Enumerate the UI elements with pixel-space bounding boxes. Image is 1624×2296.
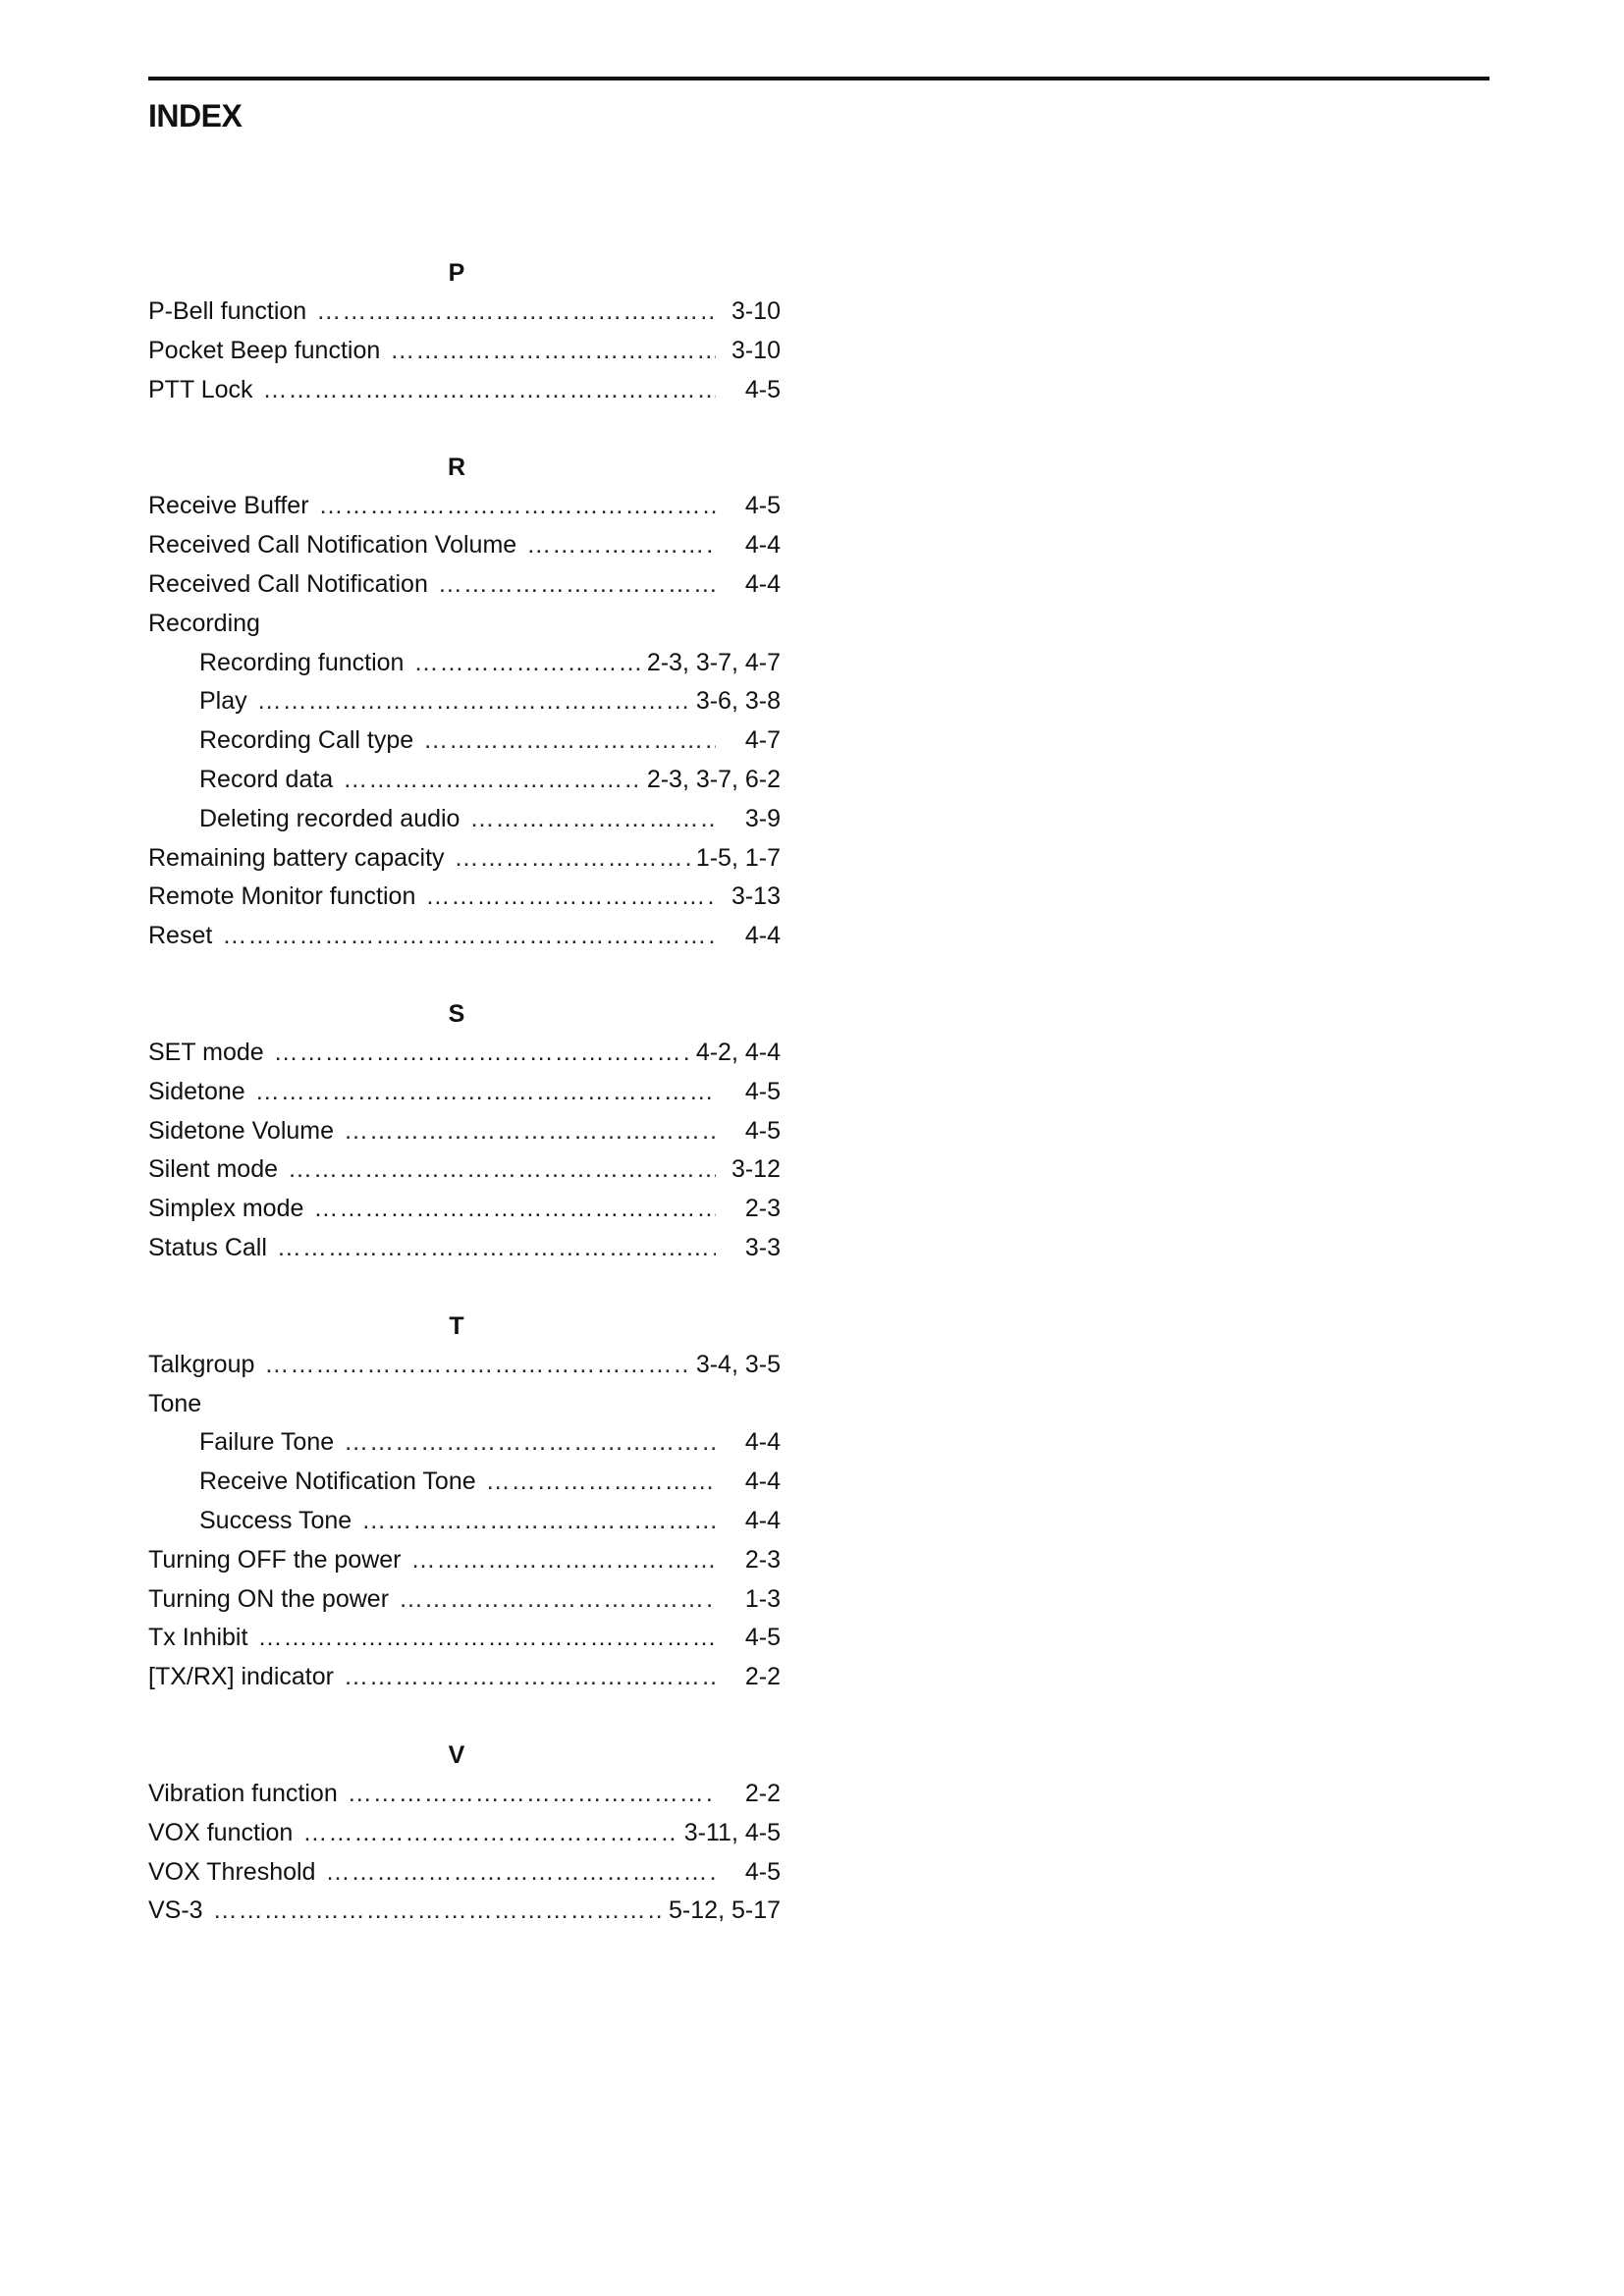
entry-label: Simplex mode	[148, 1195, 304, 1223]
entry-page-ref: 2-3	[744, 1545, 781, 1574]
dot-leader	[344, 1112, 716, 1151]
entry-label: Receive Buffer	[148, 492, 309, 520]
dot-leader	[469, 800, 716, 839]
section-letter: V	[448, 1740, 465, 1769]
entry-page-ref: 4-4	[744, 531, 781, 560]
entry-page-ref: 3-6, 3-8	[695, 687, 781, 716]
index-entry	[148, 1658, 781, 1697]
dot-leader	[222, 917, 716, 956]
dot-leader	[344, 1658, 716, 1697]
index-entry	[148, 917, 781, 956]
entry-label: VOX Threshold	[148, 1857, 316, 1886]
index-entry	[148, 1112, 781, 1151]
entry-page-ref: 4-5	[744, 1624, 781, 1652]
index-entry	[148, 371, 781, 410]
dot-leader	[423, 721, 716, 761]
entry-label: Sidetone	[148, 1077, 245, 1105]
index-entry	[148, 1619, 781, 1658]
entry-label: Turning OFF the power	[148, 1545, 402, 1574]
entry-label: VS-3	[148, 1896, 203, 1925]
entry-label: VOX function	[148, 1818, 294, 1846]
index-subentry	[148, 1502, 781, 1541]
entry-label: Reset	[148, 922, 213, 950]
dot-leader	[411, 1541, 716, 1580]
entry-label: P-Bell function	[148, 297, 307, 325]
dot-leader	[526, 526, 716, 565]
dot-leader	[425, 878, 716, 917]
index-entry	[148, 1853, 781, 1893]
dot-leader	[288, 1150, 716, 1190]
entry-label: Turning ON the power	[148, 1584, 390, 1613]
entry-label: Remaining battery capacity	[148, 843, 445, 872]
index-entry	[148, 1775, 781, 1814]
index-entry	[148, 487, 781, 526]
entry-label: Recording	[148, 609, 260, 637]
entry-page-ref: 5-12, 5-17	[669, 1896, 781, 1925]
index-entry	[148, 565, 781, 605]
dot-leader	[438, 565, 716, 605]
entry-page-ref: 4-4	[744, 1468, 781, 1496]
dot-leader	[257, 682, 690, 721]
page-title: INDEX	[148, 98, 243, 133]
entry-label: Success Tone	[199, 1506, 352, 1534]
entry-label: [TX/RX] indicator	[148, 1663, 334, 1691]
index-entry	[148, 1385, 781, 1424]
index-entry	[148, 1580, 781, 1620]
dot-leader	[344, 1423, 716, 1463]
entry-page-ref: 2-3, 3-7, 4-7	[646, 648, 781, 676]
index-section-t	[148, 1307, 781, 1697]
entry-page-ref: 2-2	[744, 1663, 781, 1691]
entry-page-ref: 3-3	[744, 1233, 781, 1261]
dot-leader	[302, 1814, 677, 1853]
index-entry	[148, 1541, 781, 1580]
index-entry	[148, 1229, 781, 1268]
section-letter: T	[449, 1311, 464, 1340]
index-entry	[148, 1190, 781, 1229]
entry-page-ref: 4-5	[744, 1857, 781, 1886]
entry-label: Received Call Notification	[148, 569, 428, 598]
dot-leader	[343, 761, 641, 800]
index-section-s	[148, 994, 781, 1268]
entry-page-ref: 2-3	[744, 1195, 781, 1223]
entry-label: Remote Monitor function	[148, 882, 416, 911]
entry-label: Recording function	[199, 648, 405, 676]
index-entry	[148, 1073, 781, 1112]
entry-page-ref: 4-5	[744, 1077, 781, 1105]
entry-label: Recording Call type	[199, 726, 414, 755]
dot-leader	[257, 1619, 716, 1658]
entry-page-ref: 4-5	[744, 375, 781, 403]
header-rule	[148, 77, 1489, 80]
index-entry	[148, 293, 781, 332]
entry-page-ref: 3-11, 4-5	[683, 1818, 781, 1846]
entry-page-ref: 1-5, 1-7	[695, 843, 781, 872]
index-subentry	[148, 644, 781, 683]
entry-page-ref: 4-5	[744, 1116, 781, 1145]
index-section-v	[148, 1735, 781, 1931]
entry-page-ref: 3-10	[731, 297, 781, 325]
index-entry	[148, 878, 781, 917]
dot-leader	[274, 1034, 690, 1073]
entry-page-ref: 3-13	[731, 882, 781, 911]
index-entry	[148, 332, 781, 371]
entry-page-ref: 3-9	[744, 804, 781, 832]
index-entry	[148, 1892, 781, 1931]
entry-page-ref: 4-5	[744, 492, 781, 520]
entry-page-ref: 2-3, 3-7, 6-2	[646, 765, 781, 793]
entry-page-ref: 4-2, 4-4	[695, 1038, 781, 1066]
index-subentry	[148, 800, 781, 839]
section-letter: R	[447, 454, 466, 482]
index-entry	[148, 526, 781, 565]
entry-page-ref: 2-2	[744, 1779, 781, 1807]
dot-leader	[316, 293, 716, 332]
entry-page-ref: 3-4, 3-5	[695, 1350, 781, 1378]
entry-label: Talkgroup	[148, 1350, 255, 1378]
entry-page-ref: 4-4	[744, 1506, 781, 1534]
entry-label: Deleting recorded audio	[199, 804, 460, 832]
index-section-p	[148, 253, 781, 409]
entry-label: Failure Tone	[199, 1428, 335, 1457]
entry-page-ref: 4-4	[744, 1428, 781, 1457]
index-subentry	[148, 682, 781, 721]
dot-leader	[313, 1190, 716, 1229]
index-entry	[148, 839, 781, 879]
entry-label: PTT Lock	[148, 375, 253, 403]
entry-label: Pocket Beep function	[148, 336, 381, 364]
dot-leader	[413, 644, 640, 683]
entry-label: Status Call	[148, 1233, 267, 1261]
dot-leader	[486, 1463, 716, 1502]
dot-leader	[325, 1853, 716, 1893]
entry-page-ref: 4-4	[744, 922, 781, 950]
dot-leader	[277, 1229, 716, 1268]
dot-leader	[319, 487, 716, 526]
entry-label: Received Call Notification Volume	[148, 531, 517, 560]
entry-label: Play	[199, 687, 247, 716]
index-entry	[148, 1150, 781, 1190]
entry-page-ref: 1-3	[744, 1584, 781, 1613]
entry-page-ref: 4-7	[744, 726, 781, 755]
entry-label: Record data	[199, 765, 334, 793]
index-entry	[148, 1034, 781, 1073]
dot-leader	[264, 1346, 689, 1385]
index-subentry	[148, 721, 781, 761]
entry-page-ref: 4-4	[744, 569, 781, 598]
index-entry	[148, 1346, 781, 1385]
index-subentry	[148, 1423, 781, 1463]
index-section-r	[148, 448, 781, 956]
entry-page-ref: 3-10	[731, 336, 781, 364]
dot-leader	[399, 1580, 716, 1620]
entry-label: Silent mode	[148, 1155, 279, 1184]
entry-label: SET mode	[148, 1038, 264, 1066]
dot-leader	[263, 371, 716, 410]
entry-label: Tx Inhibit	[148, 1624, 248, 1652]
dot-leader	[455, 839, 690, 879]
entry-label: Tone	[148, 1389, 202, 1417]
entry-label: Vibration function	[148, 1779, 338, 1807]
index-subentry	[148, 761, 781, 800]
dot-leader	[361, 1502, 716, 1541]
dot-leader	[390, 332, 716, 371]
index-subentry	[148, 1463, 781, 1502]
section-letter: S	[448, 999, 465, 1028]
section-letter: P	[448, 259, 465, 287]
index-entry	[148, 1814, 781, 1853]
entry-label: Sidetone Volume	[148, 1116, 335, 1145]
entry-page-ref: 3-12	[731, 1155, 781, 1184]
dot-leader	[213, 1892, 663, 1931]
index-column	[148, 253, 781, 1931]
entry-label: Receive Notification Tone	[199, 1468, 476, 1496]
dot-leader	[255, 1073, 716, 1112]
dot-leader	[348, 1775, 716, 1814]
index-entry	[148, 605, 781, 644]
